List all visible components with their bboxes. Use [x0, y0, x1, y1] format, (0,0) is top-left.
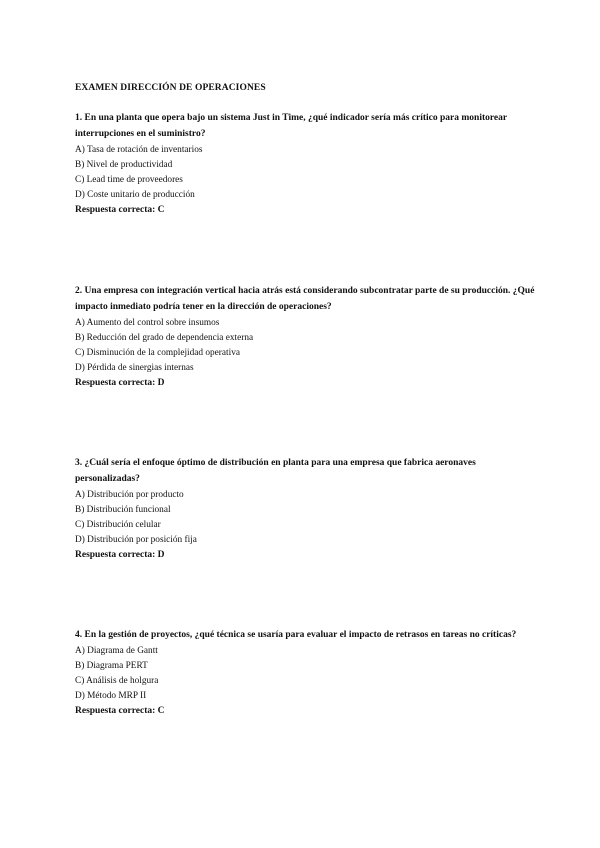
correct-answer: Respuesta correcta: C — [75, 205, 165, 215]
question-text: 2. Una empresa con integración vertical hacia atrás está considerando subcontratar parte de su producción. ¿Qué impacto inmediato podría tener en la dirección de operaciones? — [75, 286, 535, 312]
correct-answer: Respuesta correcta: D — [75, 378, 165, 388]
option-c: C) Distribución celular — [75, 520, 161, 530]
exam-title: EXAMEN DIRECCIÓN DE OPERACIONES — [75, 83, 266, 93]
option-a: A) Aumento del control sobre insumos — [75, 318, 220, 328]
option-b: B) Diagrama PERT — [75, 661, 148, 671]
correct-answer: Respuesta correcta: C — [75, 706, 165, 716]
question-text: 3. ¿Cuál sería el enfoque óptimo de distribución en planta para una empresa que fabrica aeronaves personalizadas? — [75, 458, 476, 484]
correct-answer: Respuesta correcta: D — [75, 550, 165, 560]
option-a: A) Tasa de rotación de inventarios — [75, 145, 203, 155]
question-text: 4. En la gestión de proyectos, ¿qué técnica se usaría para evaluar el impacto de retrasos en tareas no críticas? — [75, 630, 517, 640]
option-d: D) Método MRP II — [75, 691, 147, 701]
option-c: C) Lead time de proveedores — [75, 175, 183, 185]
option-d: D) Coste unitario de producción — [75, 190, 195, 200]
option-d: D) Pérdida de sinergias internas — [75, 363, 194, 373]
option-a: A) Diagrama de Gantt — [75, 646, 158, 656]
option-b: B) Reducción del grado de dependencia externa — [75, 333, 254, 343]
option-c: C) Análisis de holgura — [75, 676, 159, 686]
question-block — [75, 283, 535, 391]
question-block — [75, 627, 535, 719]
option-b: B) Nivel de productividad — [75, 160, 173, 170]
option-a: A) Distribución por producto — [75, 490, 184, 500]
question-block — [75, 455, 535, 563]
option-c: C) Disminución de la complejidad operativa — [75, 348, 240, 358]
option-b: B) Distribución funcional — [75, 505, 171, 515]
option-d: D) Distribución por posición fija — [75, 535, 197, 545]
question-text: 1. En una planta que opera bajo un sistema Just in Time, ¿qué indicador sería más crítico para monitorear interrupciones en el suministro? — [75, 113, 507, 139]
question-block — [75, 110, 535, 218]
